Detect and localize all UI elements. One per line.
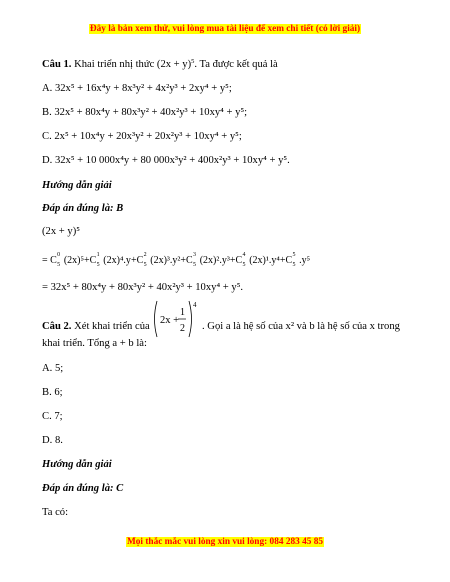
combination-term <box>285 254 298 267</box>
q1-option-d: D. 32x⁵ + 10 000x⁴y + 80 000x³y² + 400x²y³ + 10xy⁴ + y⁵. <box>42 155 290 166</box>
question-1-text-end: . Ta được kết quả là <box>194 59 278 70</box>
combination-letter: C <box>235 255 243 266</box>
combination-letter: C <box>89 255 97 266</box>
q2-option-a: A. 5; <box>42 363 64 374</box>
combination-letter: C <box>285 255 293 266</box>
q1-option-c: C. 2x⁵ + 10x⁴y + 20x³y² + 20x²y³ + 10xy⁴ + y⁵; <box>42 131 242 142</box>
combination-term <box>236 254 249 267</box>
expansion-power-term: (2x)².y³ <box>199 255 230 266</box>
expansion-power-term: (2x)⁵ <box>63 255 84 266</box>
q2-option-d: D. 8. <box>42 435 63 446</box>
combination-bottom: 5 <box>143 262 147 268</box>
contact-footer-text: Mọi thắc mắc vui lòng xin vui lòng: 084 283 45 85 <box>126 537 324 547</box>
question-2 <box>42 320 150 333</box>
fraction-left-term: 2x + <box>160 315 180 326</box>
q1-option-b: B. 32x⁵ + 80x⁴y + 80x³y² + 40x²y³ + 10xy⁴ + y⁵; <box>42 107 248 118</box>
expansion-power-term: (2x)³.y² <box>150 255 181 266</box>
fraction-numerator: 1 <box>180 307 185 318</box>
expansion-plus: + <box>83 255 90 266</box>
combination-top: 5 <box>292 252 296 258</box>
fraction-denominator: 2 <box>180 323 185 334</box>
q1-answer: Đáp án đúng là: B <box>42 203 124 214</box>
fraction-expression <box>152 298 200 340</box>
combination-bottom: 5 <box>193 262 197 268</box>
combination-bottom: 5 <box>96 262 100 268</box>
combination-term <box>50 254 63 267</box>
q2-answer: Đáp án đúng là: C <box>42 483 124 494</box>
combination-letter: C <box>50 255 57 266</box>
combination-top: 3 <box>193 252 197 258</box>
combination-bottom: 5 <box>292 262 296 268</box>
expansion-plus: + <box>279 255 286 266</box>
question-1-label: Câu 1. <box>42 59 72 70</box>
question-2-text-b: . Gọi a là hệ số của x² và b là hệ số của x trong <box>202 321 400 332</box>
combination-term <box>186 254 199 267</box>
q1-option-a: A. 32x⁵ + 16x⁴y + 8x³y² + 4x²y³ + 2xy⁴ + y⁵; <box>42 83 232 94</box>
question-1 <box>42 58 278 71</box>
combination-bottom: 5 <box>242 262 246 268</box>
left-paren <box>155 301 158 337</box>
q2-solution-heading: Hướng dẫn giải <box>42 459 112 470</box>
expansion-power-term: (2x)⁴.y <box>103 255 131 266</box>
combination-top: 0 <box>57 252 61 258</box>
q1-solution-heading: Hướng dẫn giải <box>42 180 112 191</box>
expansion-plus: + <box>130 255 137 266</box>
combination-top: 2 <box>143 252 147 258</box>
preview-banner-text: Đây là bản xem thử, vui lòng mua tài liệu để xem chi tiết (có lời giải) <box>89 24 361 34</box>
combination-letter: C <box>186 255 193 266</box>
q1-expansion <box>42 254 310 267</box>
q1-expression: (2x + y)⁵ <box>42 226 80 237</box>
contact-footer <box>0 536 450 548</box>
q2-option-b: B. 6; <box>42 387 63 398</box>
expansion-equals: = <box>42 255 48 266</box>
q2-ta-co: Ta có: <box>42 507 69 518</box>
combination-top: 1 <box>96 252 100 258</box>
expansion-terms <box>50 252 311 268</box>
right-paren <box>189 301 192 337</box>
preview-banner <box>0 23 450 35</box>
question-1-exponent: 5 <box>191 58 195 65</box>
combination-term <box>90 254 103 267</box>
question-2-text-line2: khai triển. Tổng a + b là: <box>42 338 147 349</box>
question-2-text-continued <box>202 320 400 333</box>
q2-option-c: C. 7; <box>42 411 63 422</box>
expansion-power-term: (2x)¹.y⁴ <box>249 255 280 266</box>
question-2-text: Xét khai triển của <box>74 321 150 332</box>
combination-bottom: 5 <box>57 262 61 268</box>
question-2-label: Câu 2. <box>42 321 72 332</box>
expansion-plus: + <box>229 255 236 266</box>
fraction-power: 4 <box>193 301 197 309</box>
combination-term <box>137 254 150 267</box>
combination-top: 4 <box>242 252 246 258</box>
combination-letter: C <box>136 255 144 266</box>
question-1-text: Khai triển nhị thức (2x + y) <box>74 59 192 70</box>
expansion-power-term: .y⁵ <box>299 255 311 266</box>
expansion-plus: + <box>180 255 187 266</box>
q1-result: = 32x⁵ + 80x⁴y + 80x³y² + 40x²y³ + 10xy⁴ + y⁵. <box>42 282 244 293</box>
